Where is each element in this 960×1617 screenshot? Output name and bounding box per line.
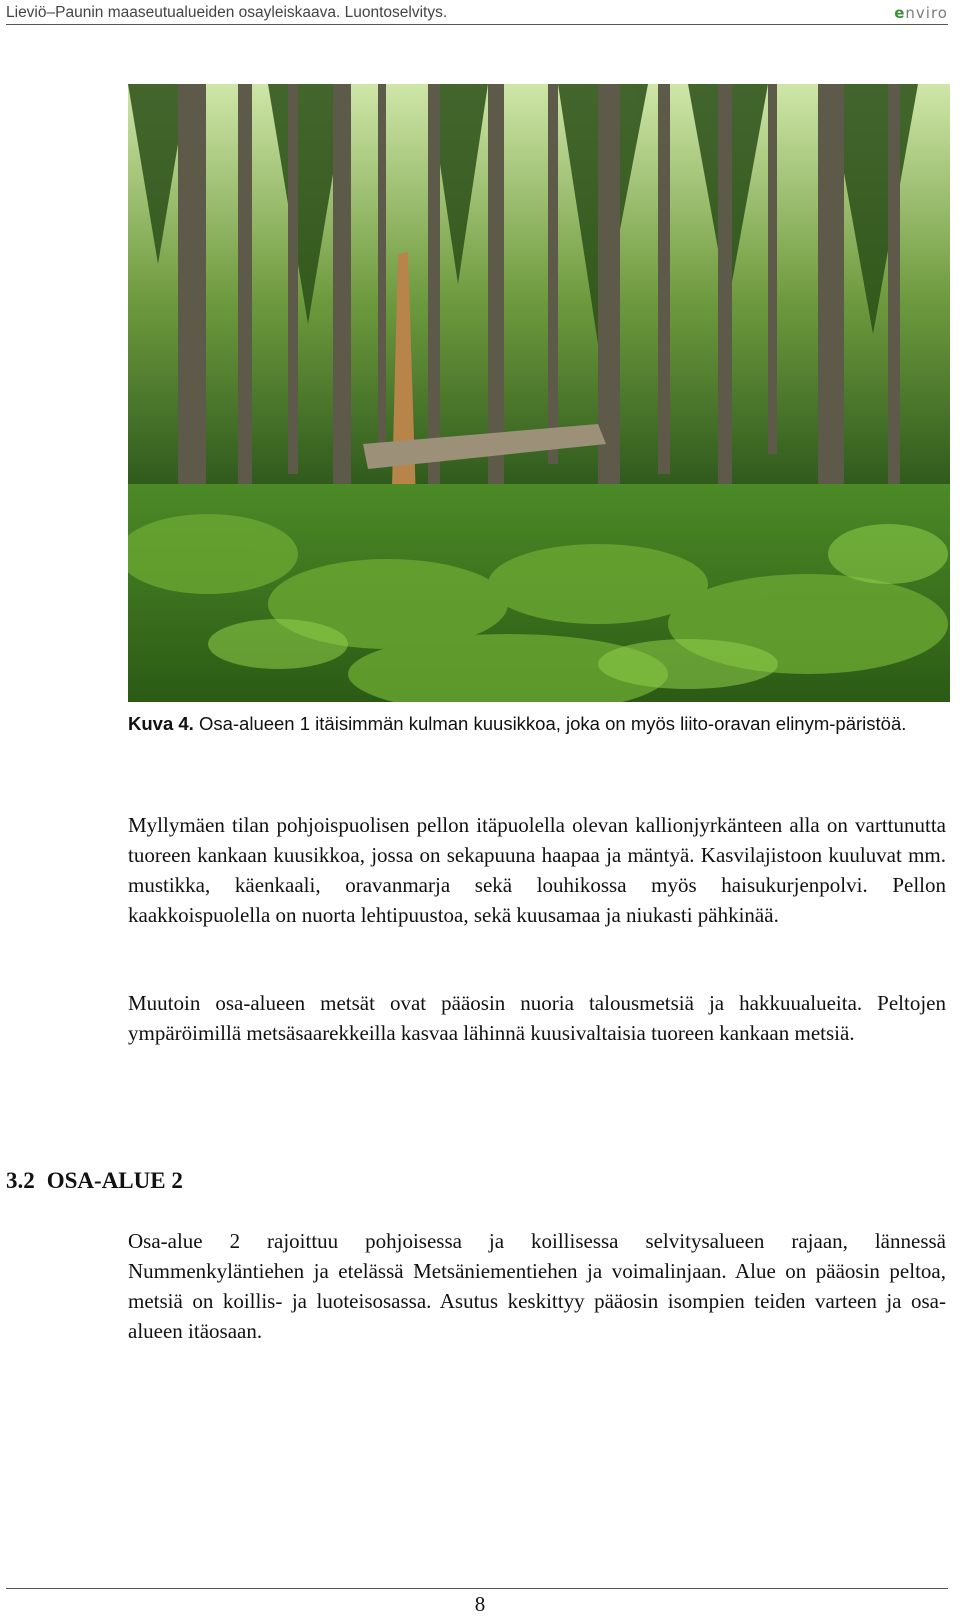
figure-caption (128, 710, 948, 738)
page-number: 8 (474, 1592, 486, 1616)
caption-text: Osa-alueen 1 itäisimmän kulman kuusikkoa, joka on myös liito-oravan elinym-päristöä. (198, 713, 907, 734)
section-heading (6, 1168, 183, 1194)
paragraph-2: Muutoin osa-alueen metsät ovat pääosin nuoria talousmetsiä ja hakkuualueita. Peltojen ympäröimillä metsäsaarekkeilla kasvaa lähinnä kuusivaltaisia tuoreen kankaan metsiä. (128, 991, 946, 1045)
logo-text: nviro (905, 4, 948, 22)
document-title: Lieviö–Paunin maaseutualueiden osayleiskaava. Luontoselvitys. (6, 4, 448, 21)
enviro-logo (894, 4, 948, 22)
forest-photo-illustration (128, 84, 950, 702)
running-header (6, 4, 948, 25)
footer-rule (6, 1588, 948, 1589)
forest-photo (128, 84, 950, 702)
section-title: OSA-ALUE 2 (46, 1168, 183, 1193)
section-paragraph: Osa-alue 2 rajoittuu pohjoisessa ja koillisessa selvitysalueen rajaan, lännessä Nummenkyläntiehen ja etelässä Metsäniementiehen ja voimalinjaan. Alue on pääosin peltoa, metsiä on koillis- ja luoteisosassa. Asutus keskittyy pääosin isompien teiden varteen ja osa-alueen itäosaan. (128, 1229, 946, 1343)
logo-mark: e (894, 4, 906, 22)
paragraph-1: Myllymäen tilan pohjoispuolisen pellon itäpuolella olevan kallionjyrkänteen alla on varttunutta tuoreen kankaan kuusikkoa, jossa on sekapuuna haapaa ja mäntyä. Kasvilajistoon kuuluvat mm. mustikka, käenkaali, oravanmarja sekä louhikossa myös haisukurjenpolvi. Pellon kaakkoispuolella on nuorta lehtipuustoa, sekä kuusamaa ja niukasti pähkinää. (128, 813, 946, 927)
caption-label: Kuva 4. (128, 713, 194, 734)
section-number: 3.2 (6, 1168, 35, 1193)
